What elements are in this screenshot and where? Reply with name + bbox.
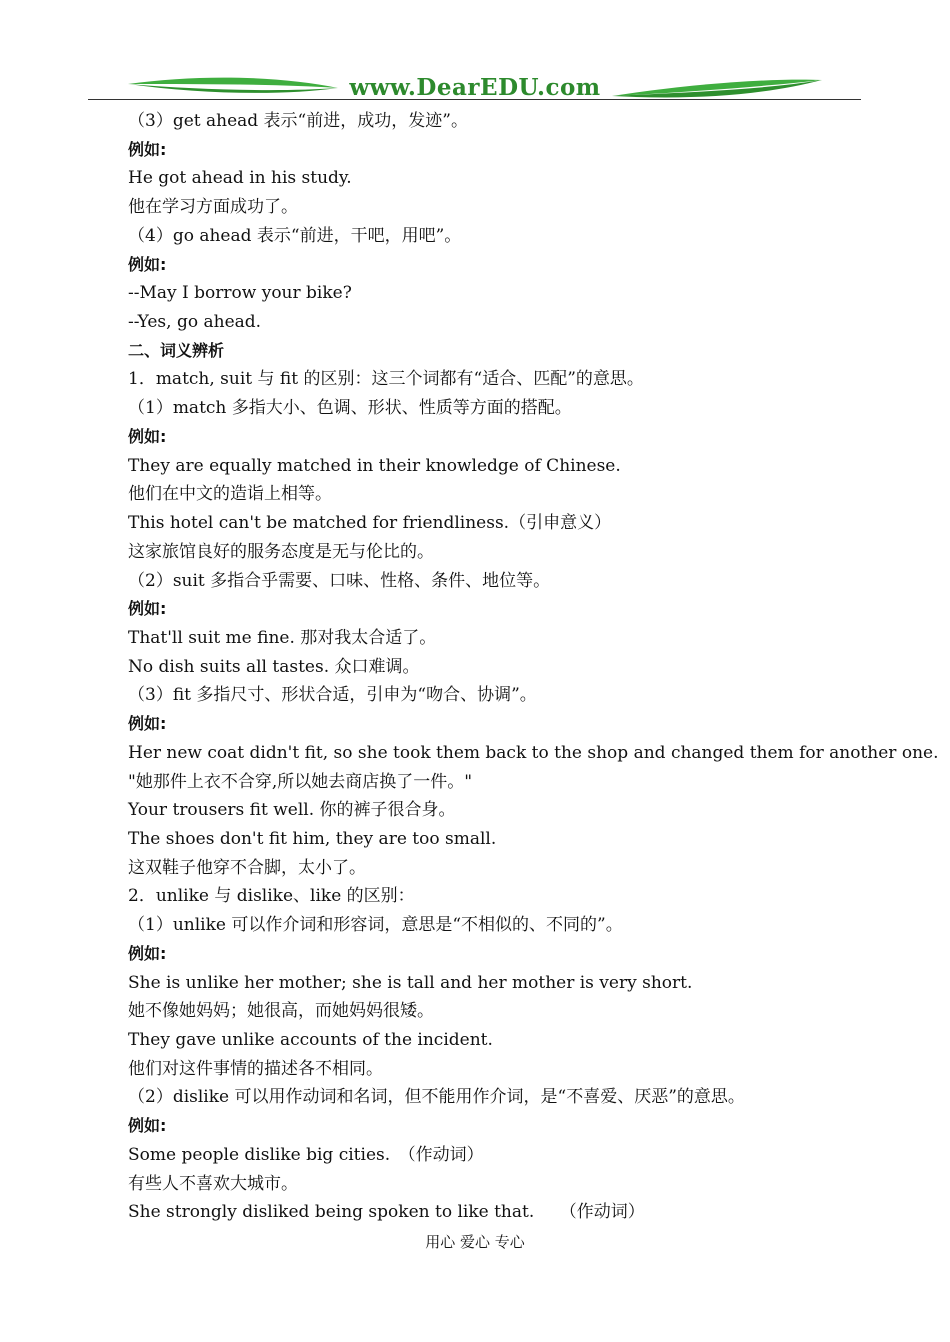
text-line: They are equally matched in their knowledge of Chinese. <box>128 455 621 476</box>
text-line: （3）get ahead 表示“前进，成功，发迹”。 <box>128 111 468 131</box>
text-line: 她不像她妈妈；她很高，而她妈妈很矮。 <box>128 1001 434 1022</box>
text-line: Some people dislike big cities. （作动词） <box>128 1144 484 1165</box>
text-line: No dish suits all tastes. 众口难调。 <box>128 656 420 677</box>
page-header <box>0 0 950 104</box>
header-rule <box>88 99 861 100</box>
text-line: Her new coat didn't fit, so she took them back to the shop and changed them for another one. <box>128 742 939 763</box>
section-label: 二、词义辨析 <box>128 340 225 360</box>
section-label: 例如: <box>128 599 167 619</box>
text-line: They gave unlike accounts of the incident. <box>128 1030 493 1051</box>
text-line: 他在学习方面成功了。 <box>128 197 298 218</box>
text-line: She is unlike her mother; she is tall and her mother is very short. <box>128 972 693 993</box>
text-line: The shoes don't fit him, they are too small. <box>128 829 497 849</box>
text-line: （1）unlike 可以作介词和形容词，意思是“不相似的、不同的”。 <box>128 915 623 936</box>
site-logo-text: www.DearEDU.com <box>349 74 601 101</box>
text-line: 他们对这件事情的描述各不相同。 <box>128 1058 383 1079</box>
text-line: 这双鞋子他穿不合脚，太小了。 <box>128 857 366 878</box>
text-line: 这家旅馆良好的服务态度是无与伦比的。 <box>128 541 434 562</box>
text-line: That'll suit me fine. 那对我太合适了。 <box>128 627 437 648</box>
section-label: 例如: <box>128 254 167 274</box>
section-label: 例如: <box>128 1116 167 1136</box>
text-line: She strongly disliked being spoken to like that. （作动词） <box>128 1202 645 1223</box>
section-label: 例如: <box>128 139 167 159</box>
section-label: 例如: <box>128 714 167 734</box>
text-line: --May I borrow your bike? <box>128 283 352 304</box>
text-line: He got ahead in his study. <box>128 168 352 189</box>
page-footer: 用心 爱心 专心 <box>425 1233 525 1251</box>
section-label: 例如: <box>128 943 167 963</box>
section-label: 例如: <box>128 426 167 446</box>
text-line: （1）match 多指大小、色调、形状、性质等方面的搭配。 <box>128 398 572 419</box>
text-line: 1．match, suit 与 fit 的区别：这三个词都有“适合、匹配”的意思。 <box>128 369 644 390</box>
text-line: Your trousers fit well. 你的裤子很合身。 <box>128 800 456 821</box>
text-line: --Yes, go ahead. <box>128 312 262 333</box>
text-line: （2）suit 多指合乎需要、口味、性格、条件、地位等。 <box>128 570 551 591</box>
text-line: 2．unlike 与 dislike、like 的区别： <box>128 886 415 907</box>
text-line: 有些人不喜欢大城市。 <box>128 1173 298 1194</box>
text-line: （2）dislike 可以用作动词和名词，但不能用作介词，是“不喜爱、厌恶”的意思。 <box>128 1087 745 1108</box>
text-line: （4）go ahead 表示“前进，干吧，用吧”。 <box>128 225 462 246</box>
text-line: "她那件上衣不合穿,所以她去商店换了一件。" <box>128 771 473 792</box>
text-line: （3）fit 多指尺寸、形状合适，引申为“吻合、协调”。 <box>128 685 537 706</box>
text-line: 他们在中文的造诣上相等。 <box>128 484 332 505</box>
text-line: This hotel can't be matched for friendliness.（引申意义） <box>128 513 612 534</box>
